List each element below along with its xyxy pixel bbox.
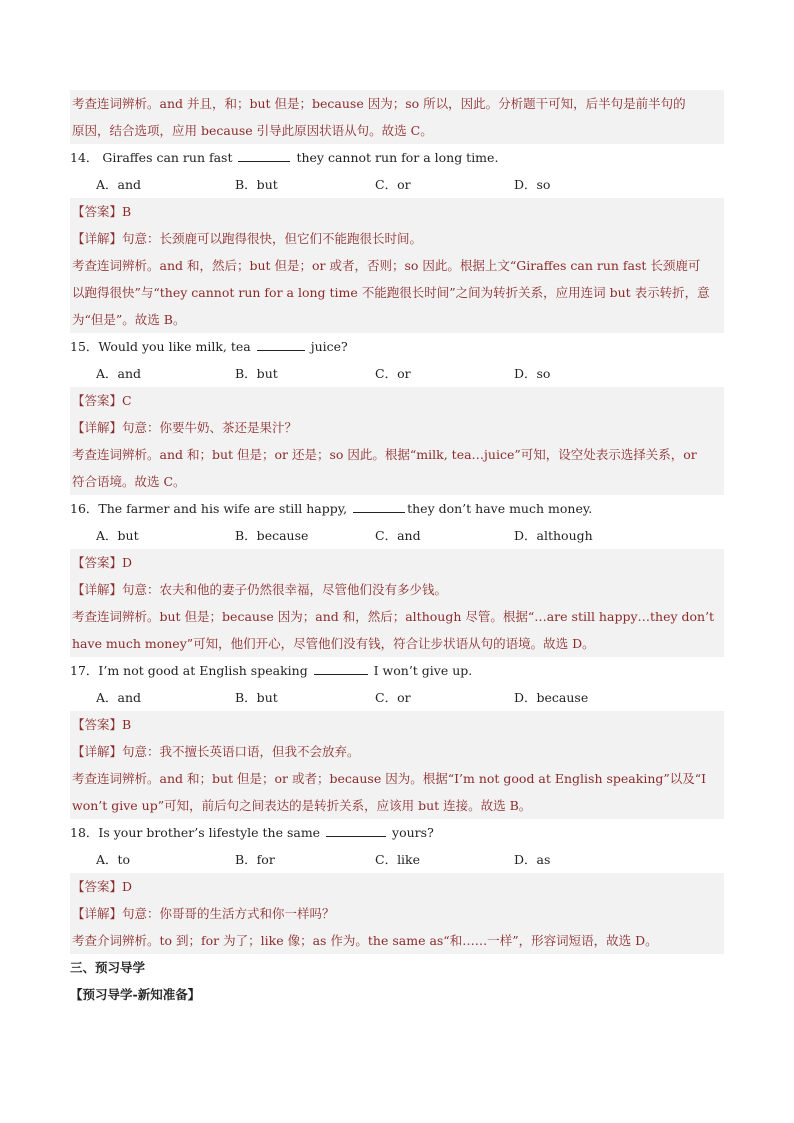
option-a: A．and xyxy=(96,366,142,381)
detail-line: 【详解】句意：农夫和他的妻子仍然很幸福，尽管他们没有多少钱。 xyxy=(72,582,448,597)
option-a: A．and xyxy=(96,177,142,192)
detail-line: 考查连词辨析。and 和，然后；but 但是；or 或者，否则；so 因此。根据上文“Giraffes can run fast 长颈鹿可 xyxy=(72,258,701,273)
option-c: C．or xyxy=(375,177,411,192)
stem-start: 16．The farmer and his wife are still happy, xyxy=(70,501,352,516)
option-b: B．but xyxy=(235,177,278,192)
detail-line: 考查连词辨析。and 和；but 但是；or 或者；because 因为。根据“I’m not good at English speaking”以及“I xyxy=(72,771,707,786)
stem-start: 14． Giraffes can run fast xyxy=(70,150,237,165)
answer-line: 【答案】D xyxy=(72,555,133,570)
section-title: 三、预习导学 xyxy=(70,960,146,975)
option-b: B．but xyxy=(235,690,278,705)
option-d: D．because xyxy=(514,690,589,705)
question-18 xyxy=(70,819,724,954)
detail-line: 符合语境。故选 C。 xyxy=(72,474,186,489)
document-content xyxy=(70,90,724,1008)
answer-block xyxy=(70,198,724,333)
option-row xyxy=(70,522,724,549)
answer-block xyxy=(70,387,724,495)
question-15 xyxy=(70,333,724,495)
detail-line: 为“但是”。故选 B。 xyxy=(72,312,186,327)
lead-line-1: 考查连词辨析。and 并且，和；but 但是；because 因为；so 所以，因此。分析题干可知，后半句是前半句的 xyxy=(72,96,686,111)
question-16 xyxy=(70,495,724,657)
stem-end: yours? xyxy=(388,825,434,840)
question-stem xyxy=(70,333,724,360)
answer-blank xyxy=(314,663,368,675)
option-row xyxy=(70,684,724,711)
option-row xyxy=(70,171,724,198)
detail-line: 【详解】句意：你哥哥的生活方式和你一样吗？ xyxy=(72,906,335,921)
option-a: A．to xyxy=(96,852,131,867)
section-subtitle: 【预习导学-新知准备】 xyxy=(70,987,201,1002)
option-c: C．or xyxy=(375,366,411,381)
lead-line-2: 原因，结合选项，应用 because 引导此原因状语从句。故选 C。 xyxy=(72,123,433,138)
answer-line: 【答案】C xyxy=(72,393,132,408)
question-stem xyxy=(70,657,724,684)
answer-blank xyxy=(257,339,305,351)
detail-line: have much money”可知，他们开心，尽管他们没有钱，符合让步状语从句的语境。故选 D。 xyxy=(72,636,595,651)
detail-line: 考查连词辨析。and 和；but 但是；or 还是；so 因此。根据“milk, tea…juice”可知，设空处表示选择关系，or xyxy=(72,447,697,462)
answer-blank xyxy=(353,501,405,513)
detail-line: 考查介词辨析。to 到；for 为了；like 像；as 作为。the same as“和……一样”，形容词短语，故选 D。 xyxy=(72,933,658,948)
answer-blank xyxy=(326,825,386,837)
option-d: D．although xyxy=(514,528,593,543)
option-b: B．but xyxy=(235,366,278,381)
detail-line: won’t give up”可知，前后句之间表达的是转折关系，应该用 but 连接。故选 B。 xyxy=(72,798,532,813)
answer-block xyxy=(70,873,724,954)
answer-blank xyxy=(238,150,290,162)
stem-end: juice? xyxy=(306,339,348,354)
option-d: D．as xyxy=(514,852,551,867)
answer-block xyxy=(70,711,724,819)
option-d: D．so xyxy=(514,366,551,381)
detail-line: 考查连词辨析。but 但是；because 因为；and 和，然后；although 尽管。根据“…are still happy…they don’t xyxy=(72,609,715,624)
stem-end: they cannot run for a long time. xyxy=(292,150,499,165)
option-a: A．but xyxy=(96,528,139,543)
detail-line: 【详解】句意：我不擅长英语口语，但我不会放弃。 xyxy=(72,744,360,759)
detail-line: 以跑得很快”与“they cannot run for a long time 不能跑很长时间”之间为转折关系，应用连词 but 表示转折，意 xyxy=(72,285,710,300)
option-c: C．and xyxy=(375,528,421,543)
stem-end: I won’t give up. xyxy=(369,663,473,678)
option-d: D．so xyxy=(514,177,551,192)
stem-start: 15．Would you like milk, tea xyxy=(70,339,255,354)
question-stem xyxy=(70,819,724,846)
option-row xyxy=(70,846,724,873)
option-a: A．and xyxy=(96,690,142,705)
lead-explanation xyxy=(70,90,724,144)
answer-block xyxy=(70,549,724,657)
answer-line: 【答案】B xyxy=(72,204,132,219)
question-14 xyxy=(70,144,724,333)
question-stem xyxy=(70,495,724,522)
option-row xyxy=(70,360,724,387)
stem-start: 18．Is your brother’s lifestyle the same xyxy=(70,825,325,840)
detail-line: 【详解】句意：你要牛奶、茶还是果汁？ xyxy=(72,420,298,435)
detail-line: 【详解】句意：长颈鹿可以跑得很快，但它们不能跑很长时间。 xyxy=(72,231,423,246)
question-stem xyxy=(70,144,724,171)
stem-end: they don’t have much money. xyxy=(407,501,593,516)
answer-line: 【答案】B xyxy=(72,717,132,732)
option-b: B．for xyxy=(235,852,275,867)
option-c: C．or xyxy=(375,690,411,705)
option-b: B．because xyxy=(235,528,309,543)
stem-start: 17．I’m not good at English speaking xyxy=(70,663,312,678)
option-c: C．like xyxy=(375,852,421,867)
answer-line: 【答案】D xyxy=(72,879,133,894)
question-17 xyxy=(70,657,724,819)
